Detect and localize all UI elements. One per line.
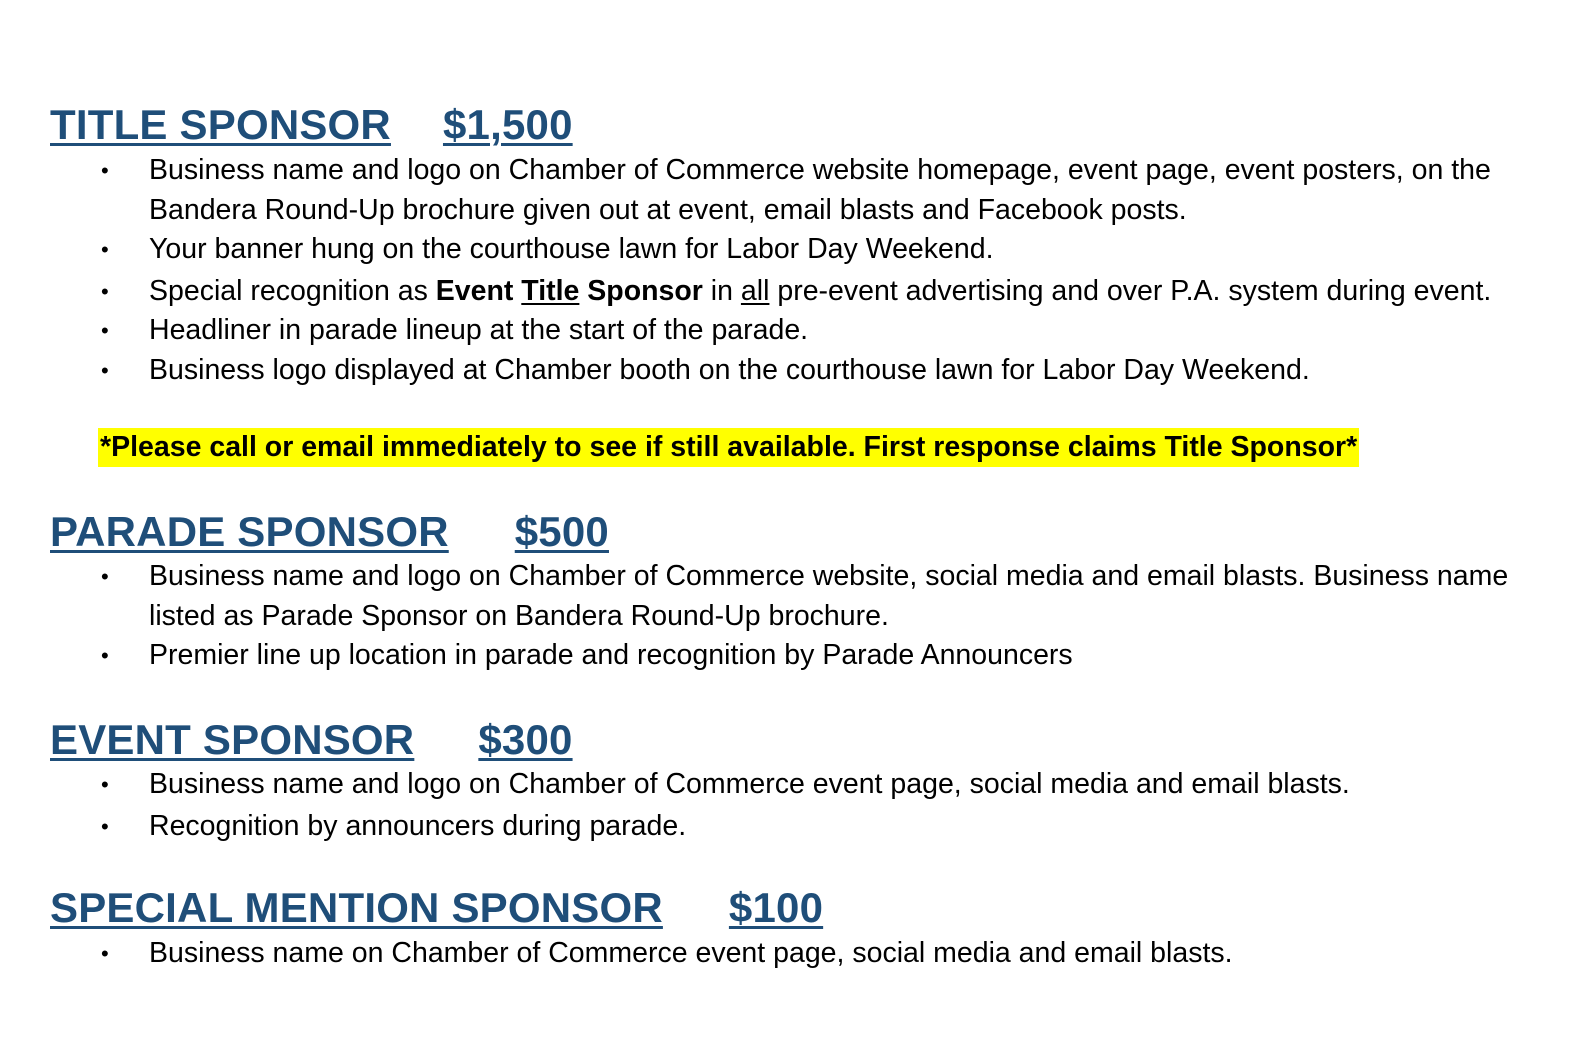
list-item: • Recognition by announcers during parade.: [0, 807, 1589, 847]
title-sponsor-name: TITLE SPONSOR: [50, 101, 391, 148]
list-item: • Business name and logo on Chamber of Commerce website, social media and email blasts. Business name listed as Parade Sponsor on Bandera Round-Up brochure.: [0, 557, 1589, 636]
list-item: • Business name and logo on Chamber of Commerce website homepage, event page, event posters, on the Bandera Round-Up brochure given out at event, email blasts and Facebook posts.: [0, 151, 1589, 230]
list-item: • Business logo displayed at Chamber booth on the courthouse lawn for Labor Day Weekend.: [0, 351, 1589, 391]
list-item: • Business name on Chamber of Commerce event page, social media and email blasts.: [0, 934, 1589, 974]
event-sponsor-heading: [50, 716, 573, 764]
special-mention-sponsor-price: $100: [728, 884, 824, 931]
title-sponsor-heading: [50, 101, 573, 149]
parade-sponsor-name: PARADE SPONSOR: [50, 508, 449, 555]
special-mention-sponsor-benefits: [0, 934, 1589, 974]
special-mention-sponsor-heading: [50, 884, 823, 932]
bullet-icon: •: [101, 813, 109, 839]
bullet-icon: •: [101, 278, 109, 304]
bullet-icon: •: [101, 772, 109, 797]
bullet-icon: •: [101, 357, 109, 383]
parade-sponsor-benefits: [0, 557, 1589, 676]
special-mention-sponsor-name: SPECIAL MENTION SPONSOR: [50, 884, 663, 931]
list-item: • Headliner in parade lineup at the start of the parade.: [0, 311, 1589, 351]
parade-sponsor-price: $500: [514, 508, 609, 555]
bullet-icon: •: [101, 643, 109, 668]
bullet-icon: •: [101, 318, 109, 343]
parade-sponsor-heading: [50, 508, 609, 556]
list-item: • Premier line up location in parade and recognition by Parade Announcers: [0, 636, 1589, 676]
availability-note: *Please call or email immediately to see if still available. First response claims Title Sponsor*: [98, 428, 1359, 467]
title-sponsor-benefits: [0, 151, 1589, 390]
emphasis-title: Title: [521, 274, 580, 307]
event-sponsor-price: $300: [478, 716, 573, 763]
list-item: • Business name and logo on Chamber of Commerce event page, social media and email blasts.: [0, 765, 1589, 805]
emphasis-all: all: [740, 274, 770, 307]
bullet-icon: •: [101, 158, 109, 183]
title-sponsor-price: $1,500: [442, 101, 573, 148]
bullet-icon: •: [101, 941, 109, 966]
bullet-icon: •: [101, 237, 109, 262]
list-item: • Special recognition as Event Title Sponsor in all pre-event advertising and over P.A. system during event.: [0, 272, 1589, 312]
event-sponsor-benefits: [0, 765, 1589, 846]
event-sponsor-name: EVENT SPONSOR: [50, 716, 415, 763]
bullet-icon: •: [101, 564, 109, 589]
list-item: • Your banner hung on the courthouse lawn for Labor Day Weekend.: [0, 230, 1589, 270]
